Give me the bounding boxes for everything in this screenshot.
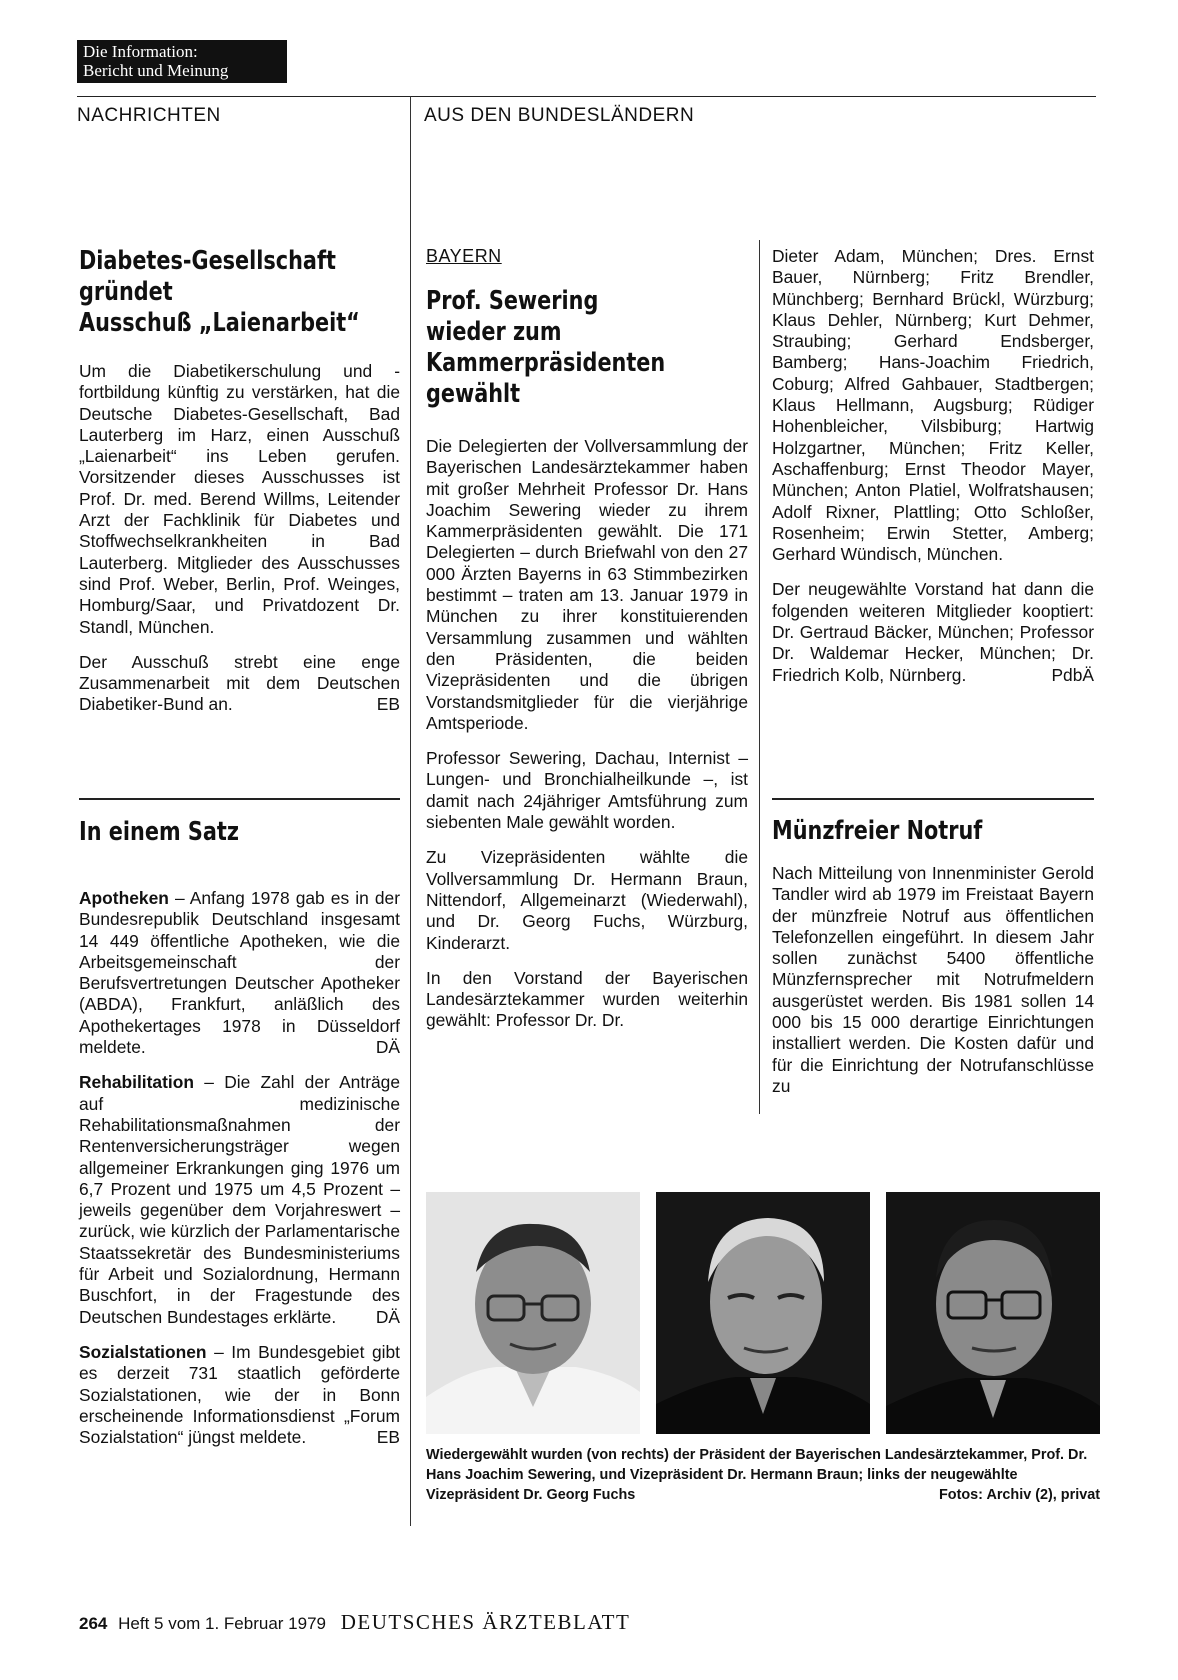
bayern-member-list: Dieter Adam, München; Dres. Ernst Bauer, Nürnberg; Fritz Brendler, Münchberg; Bernhard Brückl, Würzburg; Klaus Dehler, Nürnberg; Kurt Dehmer, Straubing; Gerhard Endsberger, Bamberg; Hans-Joachim Friedrich, Coburg; Alfred Gahbauer, Stadtbergen; Klaus Hellmann, Augsburg; Rüdiger Hohenbleicher, Vilsbiburg; Hartwig Holzgartner, München; Fritz Keller, Aschaffenburg; Ernst Theodor Mayer, München; Anton Platiel, Wolfratshausen; Adolf Rixner, Plattling; Otto Schloßer, Rosenheim; Erwin Stetter, Amberg; Gerhard Wündisch, München. <box>772 246 1094 565</box>
notruf-top-rule <box>772 798 1094 800</box>
diabetes-headline: Diabetes-Gesellschaft gründet Ausschuß „Laienarbeit“ <box>79 246 360 338</box>
diabetes-article <box>79 361 400 730</box>
rubric-label <box>77 40 287 83</box>
photo-georg-fuchs <box>426 1192 640 1434</box>
column-divider-2 <box>759 240 760 1114</box>
column-divider-1 <box>410 96 411 1526</box>
caption-text: Wiedergewählt wurden (von rechts) der Präsident der Bayerischen Landesärztekammer, Prof. Dr. Hans Joachim Sewering, und Vizepräsident Dr. Hermann Braun; links der neugewählte Vizepräsident Dr. Georg Fuchs <box>426 1447 1088 1503</box>
section-rule-left <box>77 96 410 97</box>
section-bundeslaender: AUS DEN BUNDESLÄNDERN <box>424 105 695 126</box>
rubric-line-1: Die Information: <box>83 42 198 61</box>
bayern-article-col2 <box>772 246 1094 700</box>
section-rule-right <box>410 96 1096 97</box>
satz-top-rule <box>79 798 400 800</box>
section-nachrichten: NACHRICHTEN <box>77 105 221 126</box>
satz-article <box>79 888 400 1462</box>
issue-date: Heft 5 vom 1. Februar 1979 <box>118 1614 326 1633</box>
satz-item-sozialstationen: Sozialstationen – Im Bundesgebiet gibt es derzeit 731 staatlich geförderte Sozialstationen, wie der in Bonn erscheinende Informationsdienst „Forum Sozialstation“ jüngst meldete. EB <box>79 1341 400 1448</box>
photo-hermann-braun <box>886 1192 1100 1434</box>
page-footer <box>79 1610 630 1635</box>
diabetes-paragraph-1: Um die Diabetikerschulung und -fortbildung künftig zu verstärken, hat die Deutsche Diabetes-Gesellschaft, Bad Lauterberg im Harz, einen Ausschuß „Laienarbeit“ ins Leben gerufen. Vorsitzender dieses Ausschusses ist Prof. Dr. med. Berend Willms, Leitender Arzt der Fachklinik für Diabetes und Stoffwechselkrankheiten in Bad Lauterberg. Mitglieder des Ausschusses sind Prof. Weber, Berlin, Prof. Weinges, Homburg/Saar, und Privatdozent Dr. Standl, München. <box>79 361 400 637</box>
notruf-article <box>772 863 1094 1111</box>
notruf-paragraph: Nach Mitteilung von Innenminister Gerold Tandler wird ab 1979 im Freistaat Bayern der münzfreie Notruf aus öffentlichen Telefonzellen eingeführt. In diesem Jahr sollen zunächst 5400 öffentliche Münzfernsprecher mit Notrufmeldern ausgerüstet werden. Bis 1981 sollen 14 000 bis 15 000 derartige Einrichtungen installiert werden. Die Kosten dafür und für die Einrichtung der Notrufanschlüsse zu <box>772 863 1094 1096</box>
signature: EB <box>376 694 400 715</box>
satz-headline: In einem Satz <box>79 817 239 847</box>
notruf-headline: Münzfreier Notruf <box>772 816 983 846</box>
bayern-coopted: Der neugewählte Vorstand hat dann die folgenden weiteren Mitglieder kooptiert: Dr. Gertraud Bäcker, München; Professor Dr. Waldemar Hecker, München; Dr. Friedrich Kolb, Nürnberg. PdbÄ <box>772 579 1094 685</box>
bayern-paragraph-2: Professor Sewering, Dachau, Internist – Lungen- und Bronchialheilkunde –, ist damit nach 24jähriger Amtsführung zum siebenten Male gewählt worden. <box>426 748 748 833</box>
diabetes-paragraph-2: Der Ausschuß strebt eine enge Zusammenarbeit mit dem Deutschen Diabetiker-Bund an. EB <box>79 651 400 715</box>
page-number: 264 <box>79 1614 108 1633</box>
kicker-bayern: BAYERN <box>426 246 502 266</box>
photo-credit: Fotos: Archiv (2), privat <box>939 1487 1100 1503</box>
photo-hans-joachim-sewering <box>656 1192 870 1434</box>
signature: PdbÄ <box>1051 664 1094 685</box>
bayern-headline: Prof. Sewering wieder zum Kammerpräsidenten gewählt <box>426 286 666 409</box>
bayern-paragraph-4: In den Vorstand der Bayerischen Landesärztekammer wurden weiterhin gewählt: Professor Dr. Dr. <box>426 967 748 1031</box>
bayern-paragraph-1: Die Delegierten der Vollversammlung der Bayerischen Landesärztekammer haben mit großer Mehrheit Professor Dr. Hans Joachim Sewering wieder zu ihrem Kammerpräsidenten gewählt. Die 171 Delegierten – durch Briefwahl von den 27 000 Ärzten Bayerns in 63 Stimmbezirken bestimmt – traten am 13. Januar 1979 in München zu ihrer konstituierenden Versammlung zusammen und wählten den Präsidenten, die beiden Vizepräsidenten und die übrigen Vorstandsmitglieder für die vierjährige Amtsperiode. <box>426 436 748 733</box>
magazine-name: DEUTSCHES ÄRZTEBLATT <box>340 1610 631 1634</box>
rubric-line-2: Bericht und Meinung <box>83 61 229 80</box>
photo-caption <box>426 1445 1100 1505</box>
bayern-paragraph-3: Zu Vizepräsidenten wählte die Vollversammlung Dr. Hermann Braun, Nittendorf, Allgemeinarzt (Wiederwahl), und Dr. Georg Fuchs, Würzburg, Kinderarzt. <box>426 847 748 953</box>
bayern-article-col1 <box>426 436 748 1046</box>
satz-item-rehabilitation: Rehabilitation – Die Zahl der Anträge auf medizinische Rehabilitationsmaßnahmen der Rentenversicherungsträger wegen allgemeiner Erkrankungen ging 1976 um 6,7 Prozent und 1975 um 4,5 Prozent – jeweils gegenüber dem Vorjahreswert – zurück, wie kürzlich der Parlamentarische Staatssekretär des Bundesministeriums für Arbeit und Sozialordnung, Hermann Buschfort, in der Fragestunde des Deutschen Bundestages erklärte. DÄ <box>79 1072 400 1327</box>
satz-item-apotheken: Apotheken – Anfang 1978 gab es in der Bundesrepublik Deutschland insgesamt 14 449 öffentliche Apotheken, wie die Arbeitsgemeinschaft der Berufsvertretungen Deutscher Apotheker (ABDA), Frankfurt, anläßlich des Apothekertages 1978 in Düsseldorf meldete. DÄ <box>79 888 400 1058</box>
